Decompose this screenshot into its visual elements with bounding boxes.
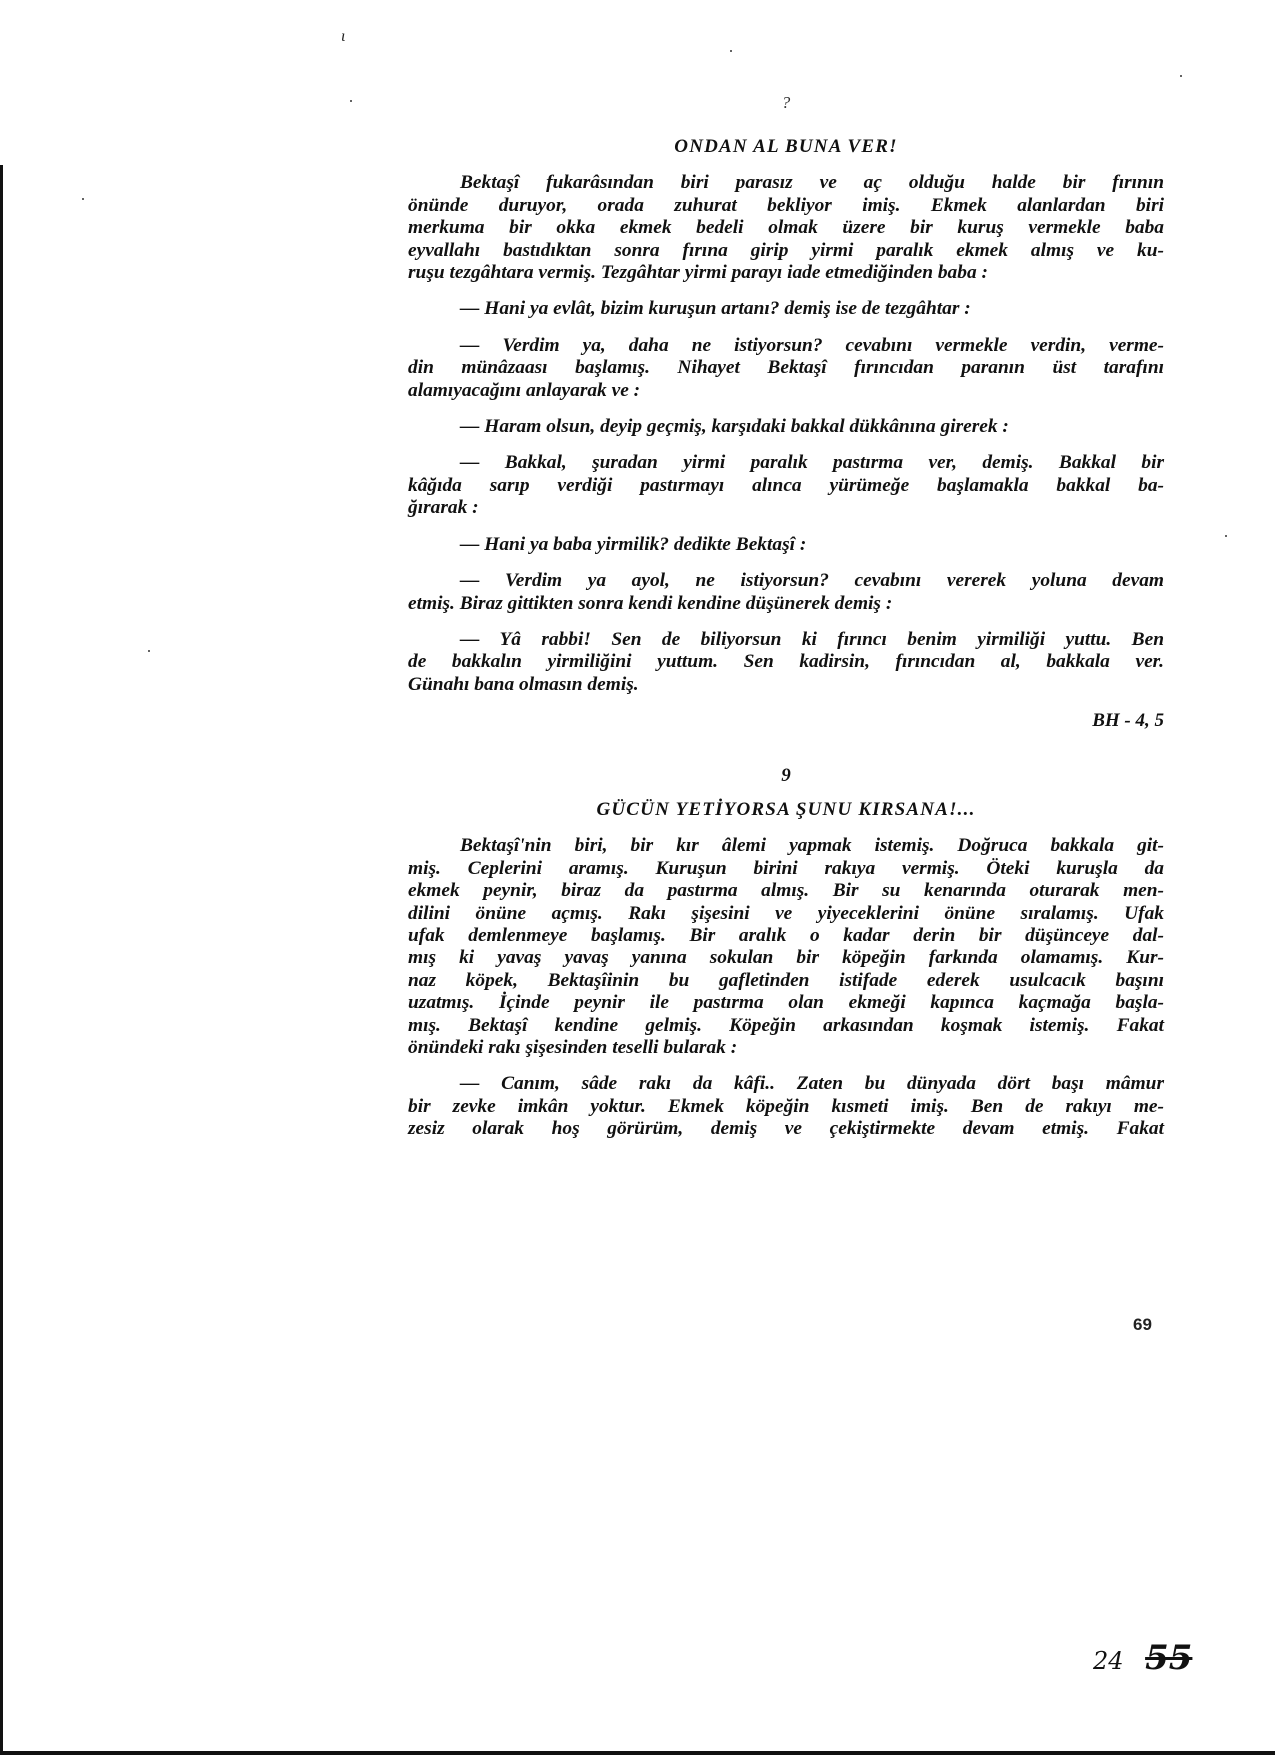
text-line: eyvallahı bastıdıktan sonra fırına girip yirmi paralık ekmek almış ve ku- xyxy=(408,239,1164,261)
text-line: ekmek peynir, biraz da pastırma almış. Bir su kenarında oturarak men- xyxy=(408,880,1164,902)
speck xyxy=(350,100,352,102)
speck xyxy=(1225,535,1227,537)
text-line: Bektaşî fukarâsından biri parasız ve aç olduğu halde bir fırının xyxy=(460,172,1164,194)
scan-edge-left xyxy=(0,165,3,1755)
text-line: — Haram olsun, deyip geçmiş, karşıdaki bakkal dükkânına girerek : xyxy=(460,416,1009,438)
text-line: — Hani ya baba yirmilik? dedikte Bektaşî : xyxy=(460,533,807,555)
text-line: — Verdim ya, daha ne istiyorsun? cevabını vermekle verdin, verme- xyxy=(460,334,1164,356)
handwritten-note xyxy=(1093,1638,1192,1678)
paragraph xyxy=(408,1073,1164,1140)
top-story-number: ? xyxy=(781,93,791,112)
paragraph xyxy=(408,298,1164,320)
speck xyxy=(730,50,732,52)
text-line: — Bakkal, şuradan yirmi paralık pastırma ver, demiş. Bakkal bir xyxy=(460,452,1164,474)
story-title: ONDAN AL BUNA VER! xyxy=(674,136,898,157)
text-line: naz köpek, Bektaşîinin bu gafletinden istifade ederek usulcacık başını xyxy=(408,969,1164,991)
text-line: mış ki yavaş yavaş yanına sokulan bir köpeğin farkında olamamış. Kur- xyxy=(408,947,1164,969)
text-line: zesiz olarak hoş görürüm, demiş ve çekiştirmekte devam etmiş. Fakat xyxy=(408,1118,1164,1140)
text-line: önündeki rakı şişesinden teselli bularak : xyxy=(408,1037,738,1058)
text-line: din münâzaası başlamış. Nihayet Bektaşî fırıncıdan paranın üst tarafını xyxy=(408,357,1164,379)
text-line: Bektaşî'nin biri, bir kır âlemi yapmak istemiş. Doğruca bakkala git- xyxy=(460,835,1164,857)
text-line: bir zevke imkân yoktur. Ekmek köpeğin kısmeti imiş. Ben de rakıyı me- xyxy=(408,1095,1164,1117)
page-body xyxy=(408,90,1164,1155)
paragraph xyxy=(408,452,1164,519)
speck xyxy=(82,198,84,200)
text-line: — Hani ya evlât, bizim kuruşun artanı? demiş ise de tezgâhtar : xyxy=(460,298,971,320)
handwritten-number: 24 xyxy=(1093,1647,1124,1675)
story-paragraphs xyxy=(408,172,1164,696)
page-number: 69 xyxy=(1133,1315,1152,1334)
text-line: — Yâ rabbi! Sen de biliyorsun ki fırıncı benim yirmiliği yuttu. Ben xyxy=(460,628,1164,650)
story-number: 9 xyxy=(781,764,791,786)
text-line: ğırarak : xyxy=(408,497,479,519)
story-title: GÜCÜN YETİYORSA ŞUNU KIRSANA!... xyxy=(596,798,976,820)
paragraph xyxy=(408,629,1164,696)
paragraph xyxy=(408,416,1164,438)
text-line: ufak demlenmeye başlamış. Bir aralık o kadar derin bir düşünceye dal- xyxy=(408,924,1164,946)
paragraph xyxy=(408,172,1164,284)
text-line: — Verdim ya ayol, ne istiyorsun? cevabını vererek yoluna devam xyxy=(460,570,1164,592)
speck xyxy=(1180,75,1182,77)
text-line: etmiş. Biraz gittikten sonra kendi kendine düşünerek demiş : xyxy=(408,592,893,614)
story-paragraphs xyxy=(408,835,1164,1140)
text-line: mış. Bektaşî kendine gelmiş. Köpeğin arkasından koşmak istemiş. Fakat xyxy=(408,1014,1164,1036)
speck xyxy=(148,650,150,652)
text-line: miş. Ceplerini aramış. Kuruşun birini rakıya vermiş. Öteki kuruşla da xyxy=(408,857,1164,879)
text-line: dilini önüne açmış. Rakı şişesini ve yiyeceklerini önüne sıralamış. Ufak xyxy=(408,902,1164,924)
text-line: önünde duruyor, orada zuhurat bekliyor imiş. Ekmek alanlardan biri xyxy=(408,194,1164,216)
scan-edge-bottom xyxy=(0,1751,1275,1755)
text-line: merkuma bir okka ekmek bedeli olmak üzere bir kuruş vermekle baba xyxy=(408,217,1164,239)
paragraph xyxy=(408,335,1164,402)
text-line: alamıyacağını anlayarak ve : xyxy=(408,379,641,401)
paragraph xyxy=(408,570,1164,615)
story-ondan-al-buna-ver xyxy=(408,136,1164,733)
text-line: uzatmış. İçinde peynir ile pastırma olan ekmeği kapınca kaçmağa başla- xyxy=(408,992,1164,1014)
text-line: — Canım, sâde rakı da kâfi.. Zaten bu dünyada dört başı mâmur xyxy=(460,1073,1164,1095)
text-line: ruşu tezgâhtara vermiş. Tezgâhtar yirmi parayı iade etmediğinden baba : xyxy=(408,262,988,284)
paragraph xyxy=(408,534,1164,556)
text-line: kâğıda sarıp verdiği pastırmayı alınca yürümeğe başlamakla bakkal ba- xyxy=(408,474,1164,496)
story-gucun-yetiyorsa xyxy=(408,765,1164,1141)
paragraph xyxy=(408,835,1164,1059)
stray-mark: ι xyxy=(341,28,346,45)
source-reference: BH - 4, 5 xyxy=(1092,710,1164,732)
handwritten-number-struck: 55 xyxy=(1145,1638,1193,1678)
text-line: Günahı bana olmasın demiş. xyxy=(408,673,639,695)
text-line: de bakkalın yirmiliğini yuttum. Sen kadirsin, fırıncıdan al, bakkala ver. xyxy=(408,651,1164,673)
